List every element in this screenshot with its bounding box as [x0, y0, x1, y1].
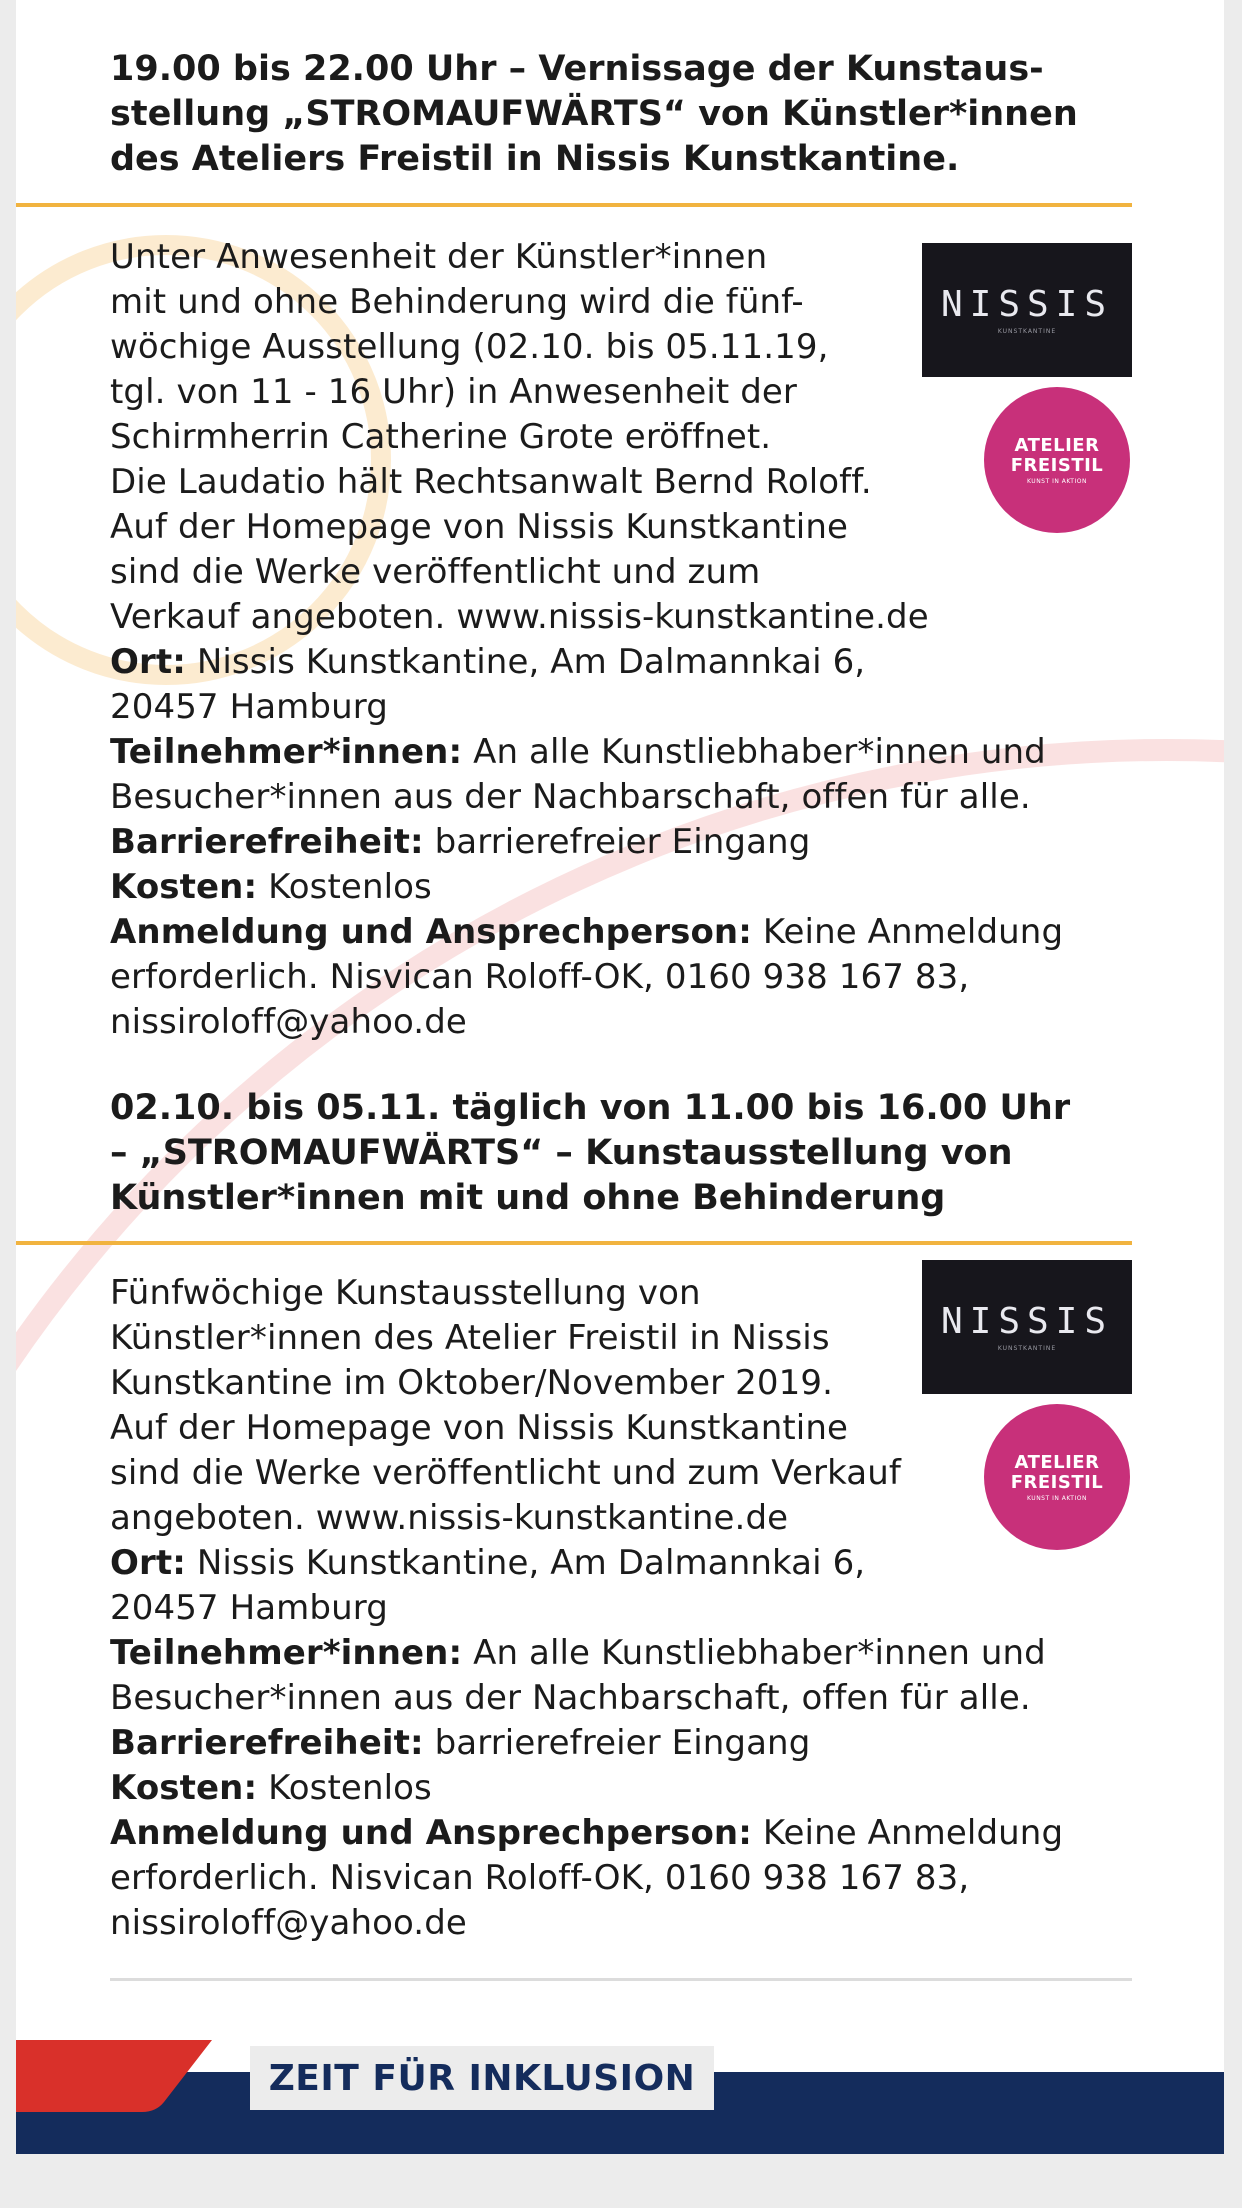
- event-2-divider: [16, 1241, 1132, 1245]
- event-2-registration: Anmeldung und Ansprechperson: Keine Anmeldung erforderlich. Nisvican Roloff-OK, 0160 938 167 83, nissiroloff@yahoo.de: [110, 1811, 1170, 1946]
- event-2-participants: Teilnehmer*innen: An alle Kunstliebhaber*innen und Besucher*innen aus der Nachbarschaft, offen für alle.: [110, 1633, 1046, 1718]
- document-page: [16, 0, 1224, 2154]
- event-1-body: [110, 235, 1170, 1045]
- event-1-title: 19.00 bis 22.00 Uhr – Vernissage der Kunstaus- stellung „STROMAUFWÄRTS“ von Künstler*innen des Ateliers Freistil in Nissis Kunstkantine.: [110, 49, 1078, 179]
- event-2-costs: Kosten: Kostenlos: [110, 1768, 432, 1808]
- event-1-accessibility: Barrierefreiheit: barrierefreier Eingang: [110, 822, 811, 862]
- event-2-description: Fünfwöchige Kunstausstellung von Künstler*innen des Atelier Freistil in Nissis Kunstkantine im Oktober/November 2019. Auf der Homepage von Nissis Kunstkantine sind die Werke veröffentlicht und zum Verkauf angeboten. www.nissis-kunstkantine.de: [110, 1273, 901, 1538]
- event-2-accessibility: Barrierefreiheit: barrierefreier Eingang: [110, 1723, 811, 1763]
- event-1-divider: [16, 203, 1132, 207]
- event-2-title: 02.10. bis 05.11. täglich von 11.00 bis 16.00 Uhr – „STROMAUFWÄRTS“ – Kunstausstellung von Künstler*innen mit und ohne Behinderung: [110, 1088, 1071, 1218]
- event-2-location: Ort: Nissis Kunstkantine, Am Dalmannkai 6, 20457 Hamburg: [110, 1543, 866, 1628]
- event-2-email: nissiroloff@yahoo.de: [110, 1903, 467, 1943]
- event-1-registration: Anmeldung und Ansprechperson: Keine Anmeldung erforderlich. Nisvican Roloff-OK, 0160 938 167 83, nissiroloff@yahoo.de: [110, 910, 1170, 1045]
- nissis-logo: NISSIS KUNSTKANTINE: [922, 243, 1132, 377]
- event-1-email: nissiroloff@yahoo.de: [110, 1002, 467, 1042]
- section-end-divider: [110, 1978, 1132, 1981]
- atelier-freistil-logo: ATELIER FREISTIL KUNST IN AKTION: [984, 387, 1130, 533]
- event-1-location: Ort: Nissis Kunstkantine, Am Dalmannkai 6, 20457 Hamburg: [110, 642, 866, 727]
- footer-red-shape: [16, 2040, 216, 2154]
- atelier-freistil-logo: ATELIER FREISTIL KUNST IN AKTION: [984, 1404, 1130, 1550]
- nissis-logo: NISSIS KUNSTKANTINE: [922, 1260, 1132, 1394]
- event-1-costs: Kosten: Kostenlos: [110, 867, 432, 907]
- event-1-participants: Teilnehmer*innen: An alle Kunstliebhaber*innen und Besucher*innen aus der Nachbarschaft, offen für alle.: [110, 732, 1046, 817]
- footer-label: ZEIT FÜR INKLUSION: [250, 2046, 714, 2110]
- event-1-description: Unter Anwesenheit der Künstler*innen mit und ohne Behinderung wird die fünf- wöchige Ausstellung (02.10. bis 05.11.19, tgl. von 11 - 16 Uhr) in Anwesenheit der Schirmherrin Catherine Grote eröffnet. Die Laudatio hält Rechtsanwalt Bernd Roloff. Auf der Homepage von Nissis Kunstkantine sind die Werke veröffentlicht und zum Verkauf angeboten. www.nissis-kunstkantine.de: [110, 237, 929, 637]
- event-2-body: [110, 1271, 1170, 1946]
